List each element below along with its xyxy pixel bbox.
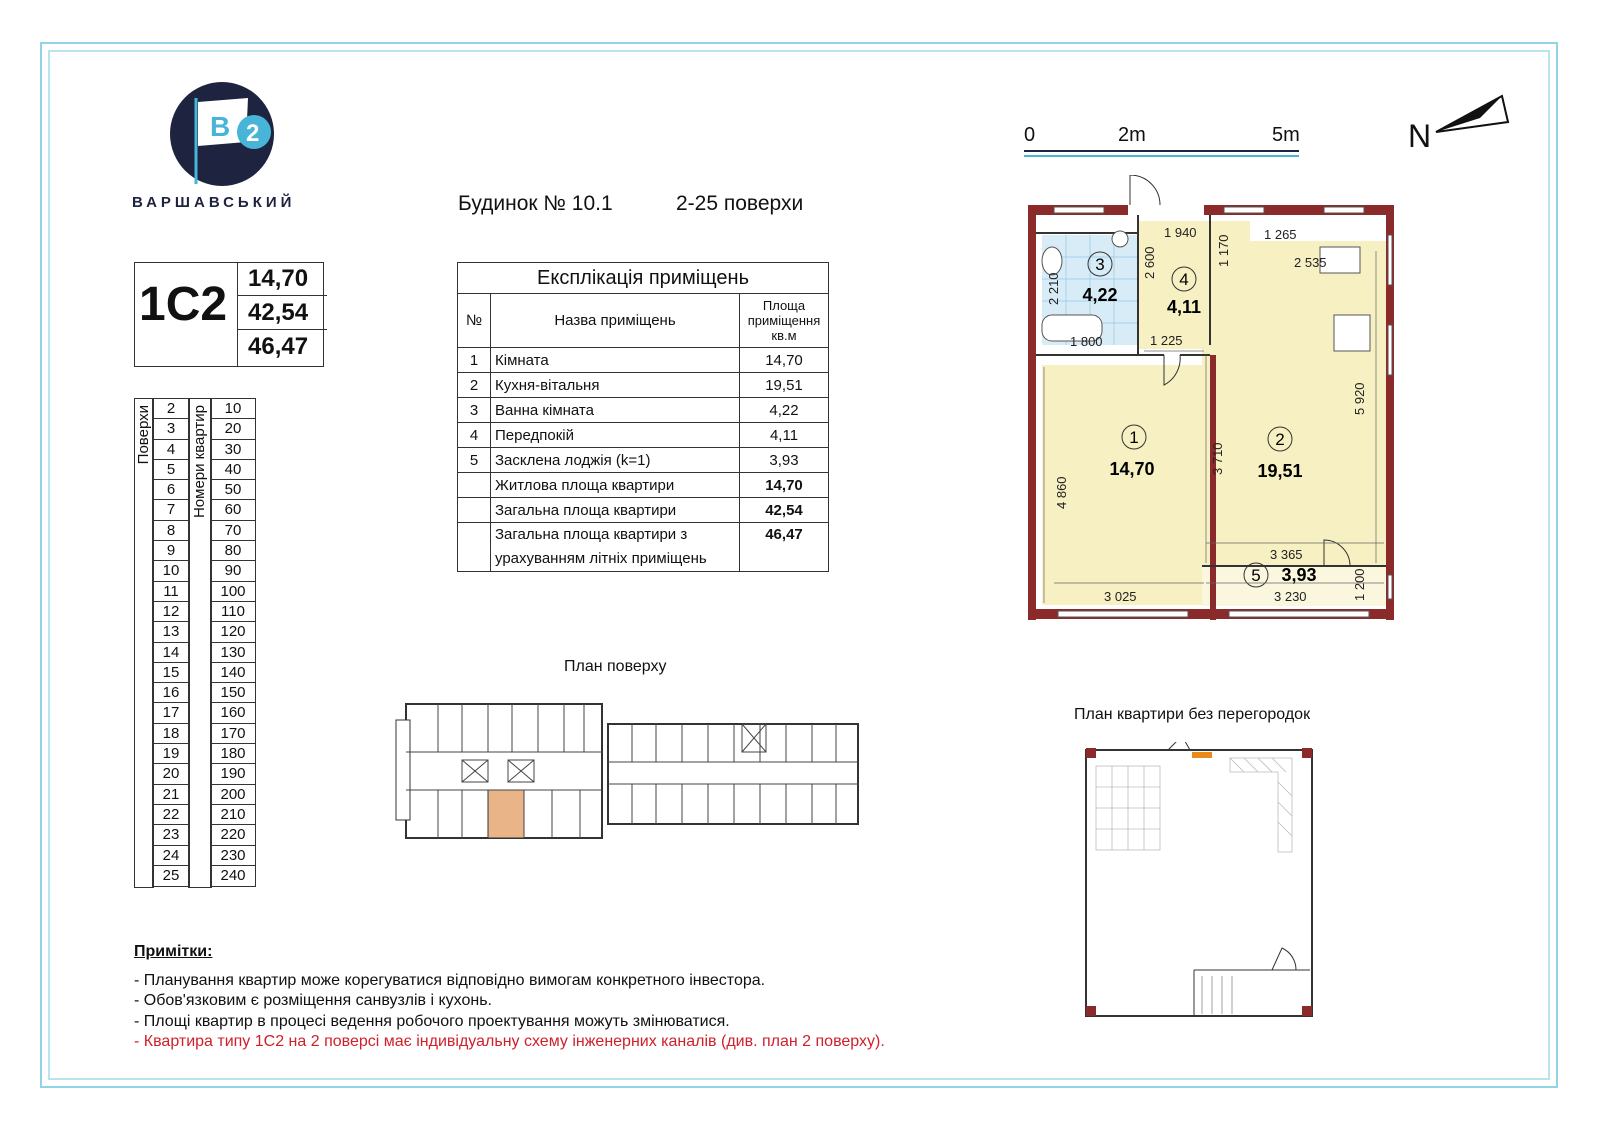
- notes: [134, 942, 885, 1053]
- north-label: N: [1408, 118, 1432, 154]
- apts-label-column: [188, 398, 212, 888]
- floor-cell: 7: [153, 500, 189, 520]
- floor-cell: 14: [153, 643, 189, 663]
- total-summer-area-value: 46,47: [248, 333, 309, 360]
- apartment-cell: 40: [211, 460, 255, 480]
- room-3-area: 4,22: [1082, 285, 1118, 305]
- explication-title: Експлікація приміщень: [458, 263, 829, 294]
- col-area-header: Площа приміщення кв.м: [740, 294, 829, 348]
- dim-label: 3 025: [1104, 589, 1137, 604]
- apartment-cell: 50: [211, 480, 255, 500]
- room-name: Кухня-вітальня: [491, 373, 740, 398]
- dim-label: 2 535: [1294, 255, 1327, 270]
- highlighted-apartment: [488, 790, 524, 838]
- total-area: 42,54: [740, 498, 829, 523]
- table-row: [458, 473, 829, 498]
- floor-cell: 15: [153, 663, 189, 683]
- room-area: 19,51: [740, 373, 829, 398]
- room-area: 14,70: [740, 348, 829, 373]
- floor-plan-caption: План поверху: [564, 658, 667, 675]
- room-num: 2: [458, 373, 491, 398]
- table-row: [458, 423, 829, 448]
- floor-cell: 5: [153, 460, 189, 480]
- living-area-value: 14,70: [238, 262, 327, 296]
- total-area: 46,47: [740, 523, 829, 572]
- floor-cell: 21: [153, 785, 189, 805]
- dim-label: 3 710: [1210, 442, 1225, 475]
- room-1-number: 1: [1129, 428, 1139, 447]
- floor-cell: 2: [153, 399, 189, 419]
- room-num: 5: [458, 448, 491, 473]
- room-1-area: 14,70: [1109, 459, 1155, 479]
- table-row: [458, 448, 829, 473]
- apartment-cell: 20: [211, 419, 255, 439]
- room-num: 1: [458, 348, 491, 373]
- floor-cell: 13: [153, 622, 189, 642]
- apts-label: Номери квартир: [191, 405, 208, 519]
- floor-cell: 10: [153, 561, 189, 581]
- room-area: 3,93: [740, 448, 829, 473]
- apartment-cell: 160: [211, 703, 255, 723]
- apartment-cell: 140: [211, 663, 255, 683]
- table-row: [458, 523, 829, 572]
- note-item: - Обов'язковим є розміщення санвузлів і кухонь.: [134, 992, 492, 1009]
- dim-label: 3 365: [1270, 547, 1303, 562]
- apartments-column: [210, 398, 256, 887]
- apartment-cell: 100: [211, 582, 255, 602]
- floor-cell: 16: [153, 683, 189, 703]
- floor-cell: 11: [153, 582, 189, 602]
- apartment-cell: 220: [211, 825, 255, 845]
- room-area: 4,11: [740, 423, 829, 448]
- floor-cell: 22: [153, 805, 189, 825]
- floor-cell: 3: [153, 419, 189, 439]
- dim-label: 1 940: [1164, 225, 1197, 240]
- logo-emblem-icon: [130, 80, 310, 190]
- room-5-area: 3,93: [1281, 565, 1317, 585]
- logo-name: ВАРШАВСЬКИЙ: [132, 194, 296, 211]
- room-num: 3: [458, 398, 491, 423]
- floor-cell: 6: [153, 480, 189, 500]
- floor-cell: 20: [153, 764, 189, 784]
- total-area: 14,70: [740, 473, 829, 498]
- apartment-cell: 70: [211, 521, 255, 541]
- room-area: 4,22: [740, 398, 829, 423]
- total-name: Загальна площа квартири: [491, 498, 740, 523]
- apartment-cell: 90: [211, 561, 255, 581]
- scale-bar: [1024, 148, 1304, 162]
- total-name: Житлова площа квартири: [491, 473, 740, 498]
- dim-label: 5 920: [1352, 382, 1367, 415]
- table-row: [458, 373, 829, 398]
- apartment-cell: 80: [211, 541, 255, 561]
- explication-table: [457, 262, 829, 572]
- floors-column: [152, 398, 190, 887]
- dim-label: 4 860: [1054, 476, 1069, 509]
- apartment-cell: 10: [211, 399, 255, 419]
- floor-cell: 24: [153, 846, 189, 866]
- apartment-cell: 150: [211, 683, 255, 703]
- apartment-cell: 180: [211, 744, 255, 764]
- floor-cell: 17: [153, 703, 189, 723]
- dim-label: 1 265: [1264, 227, 1297, 242]
- room-name: Передпокій: [491, 423, 740, 448]
- floor-range: 2-25 поверхи: [676, 192, 804, 215]
- apartment-type-box: [134, 262, 324, 367]
- table-row: [458, 398, 829, 423]
- col-name-header: Назва приміщень: [491, 294, 740, 348]
- floor-cell: 25: [162, 866, 180, 884]
- apartment-cell: 190: [211, 764, 255, 784]
- dim-label: 1 200: [1352, 568, 1367, 601]
- apartment-cell: 200: [211, 785, 255, 805]
- room-2-area: 19,51: [1257, 461, 1303, 481]
- note-item-red: - Квартира типу 1С2 на 2 поверсі має індивідуальну схему інженерних каналів (див. план 2 поверху).: [134, 1033, 885, 1050]
- scale-zero: 0: [1024, 124, 1036, 146]
- logo-letter: B: [210, 111, 231, 142]
- apartment-cell: 60: [211, 500, 255, 520]
- room-name: Ванна кімната: [491, 398, 740, 423]
- open-plan: [1082, 742, 1322, 1022]
- floor-cell: 8: [153, 521, 189, 541]
- notes-title: Примітки:: [134, 943, 213, 960]
- apartment-cell: 130: [211, 643, 255, 663]
- room-2-number: 2: [1275, 430, 1285, 449]
- col-num-header: №: [458, 294, 491, 348]
- room-name: Кімната: [491, 348, 740, 373]
- apartment-cell: 170: [211, 724, 255, 744]
- dim-label: 2 210: [1046, 272, 1061, 305]
- building-number: Будинок № 10.1: [458, 192, 613, 215]
- floor-cell: 9: [153, 541, 189, 561]
- dim-label: 1 800: [1070, 334, 1103, 349]
- logo: [130, 80, 310, 220]
- floor-cell: 19: [153, 744, 189, 764]
- dim-label: 2 600: [1142, 246, 1157, 279]
- apartment-cell: 240: [220, 866, 246, 884]
- floors-label-column: [134, 398, 154, 888]
- room-5-number: 5: [1251, 566, 1261, 585]
- floor-cell: 12: [153, 602, 189, 622]
- note-item: - Площі квартир в процесі ведення робочого проектування можуть змінюватися.: [134, 1012, 730, 1030]
- room-num: 4: [458, 423, 491, 448]
- floor-cell: 18: [153, 724, 189, 744]
- dim-label: 3 230: [1274, 589, 1307, 604]
- apartment-cell: 110: [211, 602, 255, 622]
- room-4-area: 4,11: [1166, 297, 1202, 317]
- north-arrow-icon: [1432, 92, 1512, 138]
- apartment-type-areas: [237, 262, 327, 367]
- floor-cell: 4: [153, 440, 189, 460]
- total-area-value: 42,54: [238, 296, 327, 330]
- floor-plan: [392, 700, 867, 845]
- room-3-number: 3: [1095, 255, 1105, 274]
- open-plan-caption: План квартири без перегородок: [1074, 706, 1311, 723]
- scale-mid: 2m: [1118, 124, 1146, 146]
- dim-label: 1 170: [1216, 234, 1231, 267]
- dim-label: 1 225: [1150, 333, 1183, 348]
- note-item: - Планування квартир може корегуватися відповідно вимогам конкретного інвестора.: [134, 971, 766, 989]
- apartment-cell: 120: [211, 622, 255, 642]
- room-4-number: 4: [1179, 270, 1189, 289]
- apartment-cell: 230: [211, 846, 255, 866]
- apartment-cell: 30: [211, 440, 255, 460]
- apartment-plan: [1024, 175, 1394, 640]
- room-name: Засклена лоджія (k=1): [491, 448, 740, 473]
- apartment-cell: 210: [211, 805, 255, 825]
- total-name: Загальна площа квартири з урахуванням літніх приміщень: [491, 523, 740, 572]
- apartment-type-code: 1C2: [139, 278, 228, 331]
- scale-max: 5m: [1272, 124, 1300, 146]
- table-row: [458, 498, 829, 523]
- logo-number: 2: [246, 120, 260, 147]
- table-row: [458, 348, 829, 373]
- floor-cell: 23: [153, 825, 189, 845]
- floors-label: Поверхи: [135, 405, 152, 465]
